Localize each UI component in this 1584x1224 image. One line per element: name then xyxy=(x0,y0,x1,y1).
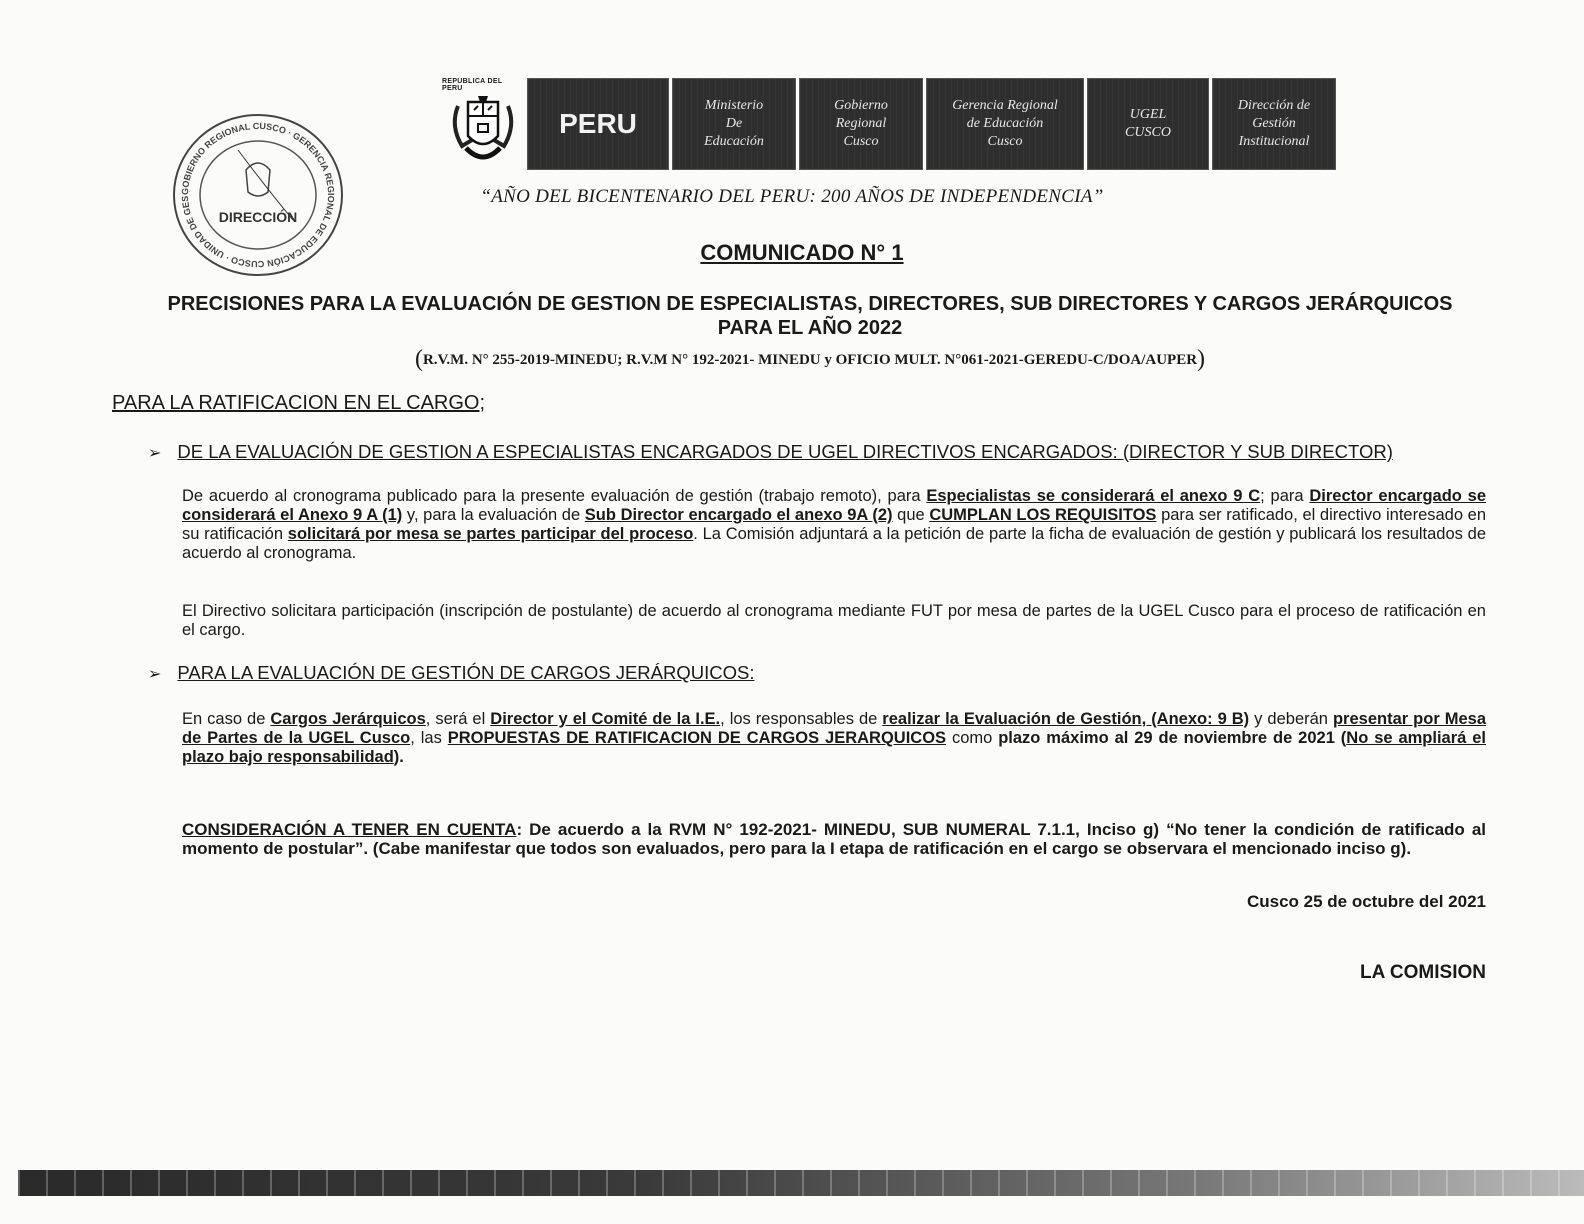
emphasis-text: Director y el Comité de la I.E. xyxy=(490,710,721,728)
emphasis-text: Cargos Jerárquicos xyxy=(270,710,426,728)
arrow-bullet-icon: ➢ xyxy=(148,445,162,462)
bullet-heading: DE LA EVALUACIÓN DE GESTION A ESPECIALISTAS ENCARGADOS DE UGEL DIRECTIVOS ENCARGADOS: (DIRECTOR Y SUB DIRECTOR) xyxy=(177,441,1393,462)
emphasis-text: presentar por Mesa de Partes de la UGEL Cusco xyxy=(182,710,1487,747)
para-text: ; para xyxy=(1260,487,1310,505)
banner-box-gobierno-regional: Gobierno Regional Cusco xyxy=(799,78,923,170)
legal-reference xyxy=(150,346,1470,373)
consideration-note xyxy=(182,820,1486,858)
paragraph-specialists xyxy=(182,487,1486,563)
banner-box-ministerio: Ministerio De Educación xyxy=(672,78,796,170)
bold-text: ). xyxy=(393,748,404,766)
para-text: , será el xyxy=(425,710,491,728)
banner-box-direccion: Dirección de Gestión Institucional xyxy=(1212,78,1336,170)
paragraph-registration: El Directivo solicitara participación (inscripción de postulante) de acuerdo al cronograma mediante FUT por mesa de partes de la UGEL Cusco para el proceso de ratificación en el cargo. xyxy=(182,602,1486,639)
paragraph-hierarchical-positions xyxy=(182,710,1486,767)
banner-box-peru: PERU xyxy=(527,78,669,170)
document-title: COMUNICADO N° 1 xyxy=(700,240,904,265)
year-motto: “AÑO DEL BICENTENARIO DEL PERU: 200 AÑOS DE INDEPENDENCIA” xyxy=(480,186,1104,207)
para-text: , los responsables de xyxy=(720,710,883,728)
emphasis-text: No se ampliará el plazo bajo responsabilidad xyxy=(182,729,1487,766)
bullet-item xyxy=(148,441,1393,463)
bullet-heading: PARA LA EVALUACIÓN DE GESTIÓN DE CARGOS JERÁRQUICOS: xyxy=(177,662,755,683)
emphasis-text: CUMPLAN LOS REQUISITOS xyxy=(929,506,1157,524)
para-text: y deberán xyxy=(1249,710,1333,728)
bold-text: plazo máximo al 29 de noviembre de 2021 ( xyxy=(998,729,1347,747)
para-text: como xyxy=(946,729,999,747)
reference-close-paren: ) xyxy=(1197,346,1206,372)
emphasis-text: realizar la Evaluación de Gestión, (Anexo: 9 B) xyxy=(882,710,1250,728)
para-text: En caso de xyxy=(182,710,271,728)
coat-of-arms-icon xyxy=(448,92,518,170)
arrow-bullet-icon: ➢ xyxy=(148,666,162,683)
reference-open-paren: ( xyxy=(414,346,423,372)
stamp-ring-text: GOBIERNO REGIONAL CUSCO · GERENCIA REGIONAL DE EDUCACIÓN CUSCO · UNIDAD DE GES xyxy=(179,120,337,270)
footer-decorative-bar xyxy=(18,1170,1584,1196)
banner-box-ugel: UGEL CUSCO xyxy=(1087,78,1209,170)
emphasis-text: Especialistas se considerará el anexo 9 C xyxy=(926,487,1261,505)
section-heading: PARA LA RATIFICACION EN EL CARGO; xyxy=(112,392,486,414)
bullet-item xyxy=(148,662,754,684)
document-subtitle: PRECISIONES PARA LA EVALUACIÓN DE GESTION DE ESPECIALISTAS, DIRECTORES, SUB DIRECTORES Y CARGOS JERÁRQUICOS PARA EL AÑO 2022 xyxy=(167,293,1453,339)
signature-commission: LA COMISION xyxy=(1360,962,1486,983)
institution-banner xyxy=(442,78,1336,170)
para-text: que xyxy=(892,506,930,524)
document-date: Cusco 25 de octubre del 2021 xyxy=(1246,892,1486,911)
emphasis-text: Director encargado se considerará el Anexo 9 A (1) xyxy=(182,487,1487,524)
reference-text: R.V.M. N° 255-2019-MINEDU; R.V.M N° 192-2021- MINEDU y OFICIO MULT. N°061-2021-GEREDU-C/DOA/AUPER xyxy=(422,352,1198,368)
stamp-center-text: DIRECCIÓN xyxy=(218,209,298,225)
consideration-text: : De acuerdo a la RVM N° 192-2021- MINEDU, SUB NUMERAL 7.1.1, Inciso g) “No tener la condición de ratificado al momento de postular”. (Cabe manifestar que todos son evaluados, pero para la I etapa de ratificación en el cargo se observara el mencionado inciso g). xyxy=(182,820,1487,858)
national-crest xyxy=(442,78,524,170)
consideration-label: CONSIDERACIÓN A TENER EN CUENTA xyxy=(182,820,517,839)
emphasis-text: Sub Director encargado el anexo 9A (2) xyxy=(584,506,893,524)
para-text: para ser ratificado, el directivo interesado en su ratificación xyxy=(182,506,1487,543)
crest-label: REPUBLICA DEL PERU xyxy=(442,78,503,92)
banner-box-gerencia-regional: Gerencia Regional de Educación Cusco xyxy=(926,78,1084,170)
emphasis-text: PROPUESTAS DE RATIFICACION DE CARGOS JERARQUICOS xyxy=(447,729,947,747)
para-text: y, para la evaluación de xyxy=(402,506,585,524)
para-text: , las xyxy=(410,729,448,747)
para-text: De acuerdo al cronograma publicado para la presente evaluación de gestión (trabajo remoto), para xyxy=(182,487,927,505)
emphasis-text: solicitará por mesa se partes participar del proceso xyxy=(287,525,694,543)
para-text: . La Comisión adjuntará a la petición de parte la ficha de evaluación de gestión y publicará los resultados de acuerdo al cronograma. xyxy=(182,525,1486,562)
